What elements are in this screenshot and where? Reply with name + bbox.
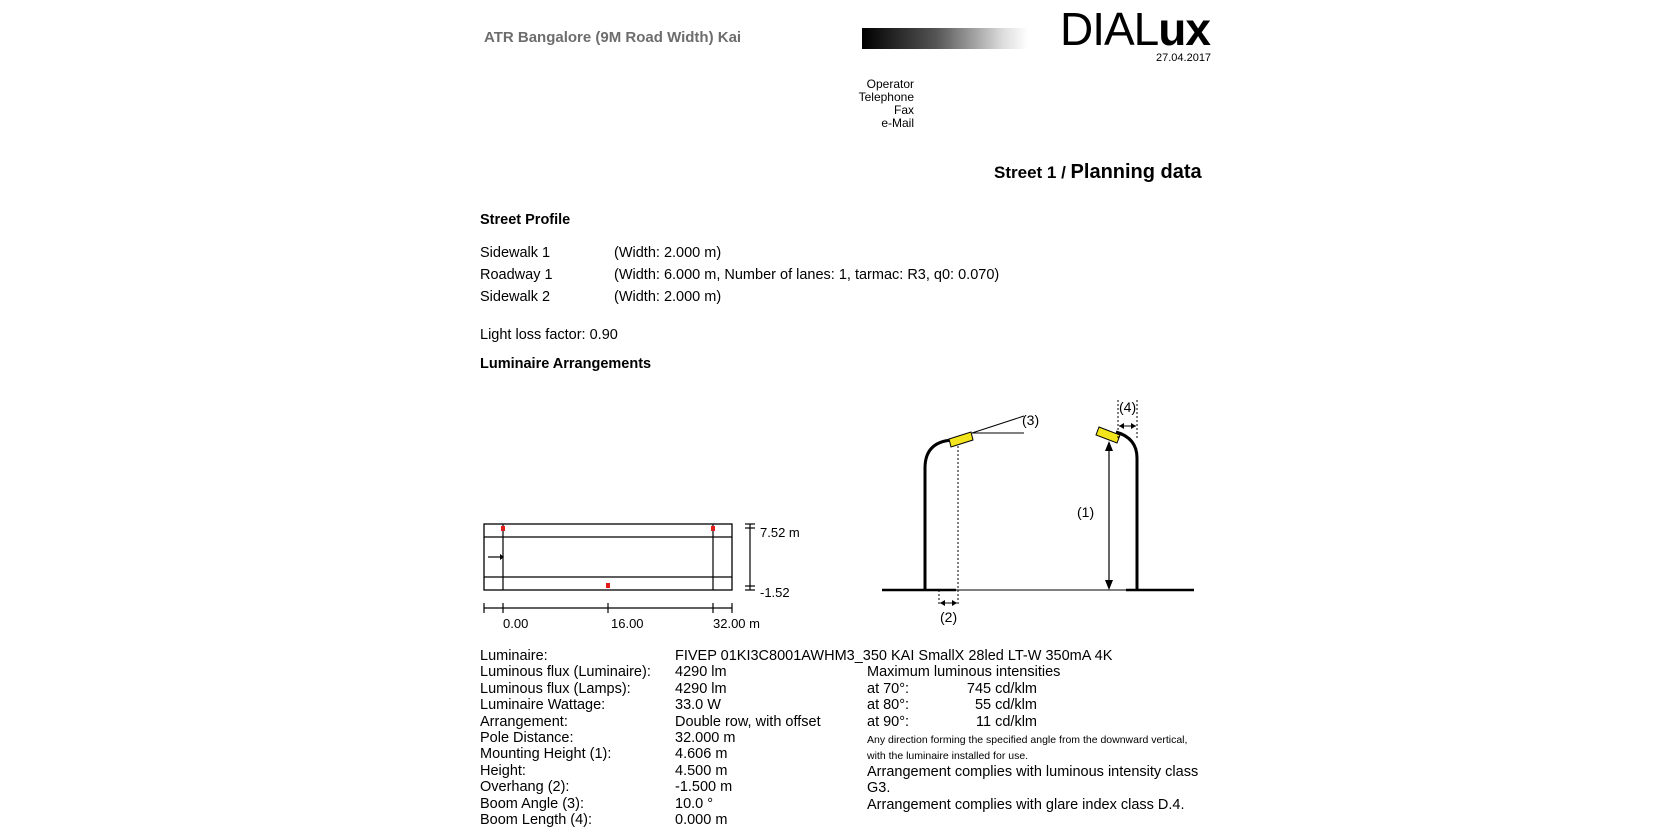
logo-gradient-bar (862, 28, 1028, 49)
profile-row-name: Sidewalk 2 (480, 289, 551, 305)
profile-row-name: Roadway 1 (480, 267, 553, 283)
contact-telephone: Telephone (858, 90, 914, 104)
page-heading (994, 161, 1202, 184)
plan-luminaire-marker (606, 583, 610, 588)
spec-value: -1.500 m (675, 779, 733, 796)
profile-row-detail: (Width: 2.000 m) (614, 245, 722, 261)
plan-road-outline (484, 524, 732, 590)
intensity-note: Any direction forming the specified angle from the downward vertical, with the luminaire installed for use. (867, 734, 1188, 762)
spec-value: 4.606 m (675, 746, 728, 763)
spec-label: Luminous flux (Lamps): (480, 680, 631, 697)
boom-angle-label: (3) (1022, 412, 1040, 428)
left-luminaire-icon (949, 432, 973, 447)
spec-label: Boom Length (4): (480, 812, 593, 828)
profile-row-name: Sidewalk 1 (480, 245, 551, 261)
elevation-diagram (880, 398, 1200, 633)
plan-x-label: 16.00 (611, 616, 644, 631)
spec-label: Pole Distance: (480, 730, 574, 746)
intensity-value: 55 cd/klm (974, 697, 1037, 714)
profile-row-detail: (Width: 6.000 m, Number of lanes: 1, tarmac: R3, q0: 0.070) (614, 267, 1000, 283)
report-date: 27.04.2017 (1156, 52, 1212, 64)
spec-value: 32.000 m (675, 730, 736, 746)
mounting-height-label: (1) (1077, 504, 1095, 520)
luminaire-name-label: Luminaire: (480, 648, 548, 664)
intensity-angle: at 70°: (867, 680, 910, 697)
spec-value: 4.500 m (675, 762, 728, 779)
light-loss-factor: Light loss factor: 0.90 (480, 327, 618, 343)
plan-y-top-label: 7.52 m (760, 525, 800, 540)
plan-x-scale (484, 603, 732, 613)
page-heading-prefix: Street 1 / (994, 163, 1071, 182)
spec-label: Overhang (2): (480, 779, 570, 796)
plan-y-scale (745, 524, 755, 590)
observer-arrow-icon (488, 554, 504, 560)
spec-value: 4290 lm (675, 664, 727, 681)
spec-label: Luminous flux (Luminaire): (480, 664, 651, 681)
right-pole (1116, 432, 1137, 590)
street-profile-heading: Street Profile (480, 212, 571, 228)
contact-operator: Operator (866, 77, 914, 91)
spec-value: 10.0 ° (675, 795, 714, 812)
spec-label: Luminaire Wattage: (480, 697, 606, 714)
spec-value: 33.0 W (675, 697, 721, 714)
right-luminaire-icon (1096, 427, 1120, 443)
plan-x-label: 0.00 (503, 616, 529, 631)
spec-label: Boom Angle (3): (480, 795, 584, 812)
complies-intensity-class: Arrangement complies with luminous intensity class G3. (867, 764, 1199, 797)
contact-email: e-Mail (881, 116, 914, 130)
contact-fax: Fax (893, 103, 914, 117)
intensity-angle: at 80°: (867, 697, 910, 714)
intensities-heading: Maximum luminous intensities (867, 664, 1061, 681)
intensity-angle: at 90°: (867, 713, 910, 730)
boom-length-arrow (1119, 423, 1136, 429)
mounting-height-arrow (1105, 441, 1113, 590)
complies-glare-class: Arrangement complies with glare index class D.4. (867, 797, 1185, 813)
boom-angle-line (972, 416, 1024, 433)
luminaire-arrangements-heading: Luminaire Arrangements (480, 356, 652, 372)
plan-x-label: 32.00 m (713, 616, 760, 631)
overhang-label: (2) (940, 609, 958, 625)
intensity-value: 11 cd/klm (976, 713, 1037, 730)
logo-bold-text: ux (1158, 3, 1210, 55)
spec-label: Arrangement: (480, 713, 568, 730)
logo-light-text: DIAL (1060, 3, 1159, 55)
spec-value: Double row, with offset (675, 713, 821, 730)
luminaire-name-value: FIVEP 01KI3C8001AWHM3_350 KAI SmallX 28led LT-W 350mA 4K (675, 648, 1113, 664)
page-heading-title: Planning data (1070, 161, 1202, 183)
plan-y-bottom-label: -1.52 (760, 585, 790, 600)
project-title: ATR Bangalore (9M Road Width) Kai (484, 29, 742, 46)
dialux-logo (1060, 3, 1210, 55)
spec-label: Height: (480, 762, 526, 779)
profile-row-detail: (Width: 2.000 m) (614, 289, 722, 305)
spec-label: Mounting Height (1): (480, 746, 612, 763)
spec-value: 4290 lm (675, 680, 727, 697)
intensity-value: 745 cd/klm (966, 680, 1037, 697)
boom-length-label: (4) (1119, 399, 1137, 415)
contact-block (840, 78, 914, 130)
left-pole (925, 440, 952, 590)
plan-luminaire-marker (501, 526, 505, 531)
plan-luminaire-marker (711, 526, 715, 531)
overhang-arrow (940, 600, 957, 606)
spec-value: 0.000 m (675, 812, 728, 828)
plan-view-diagram (470, 510, 800, 635)
